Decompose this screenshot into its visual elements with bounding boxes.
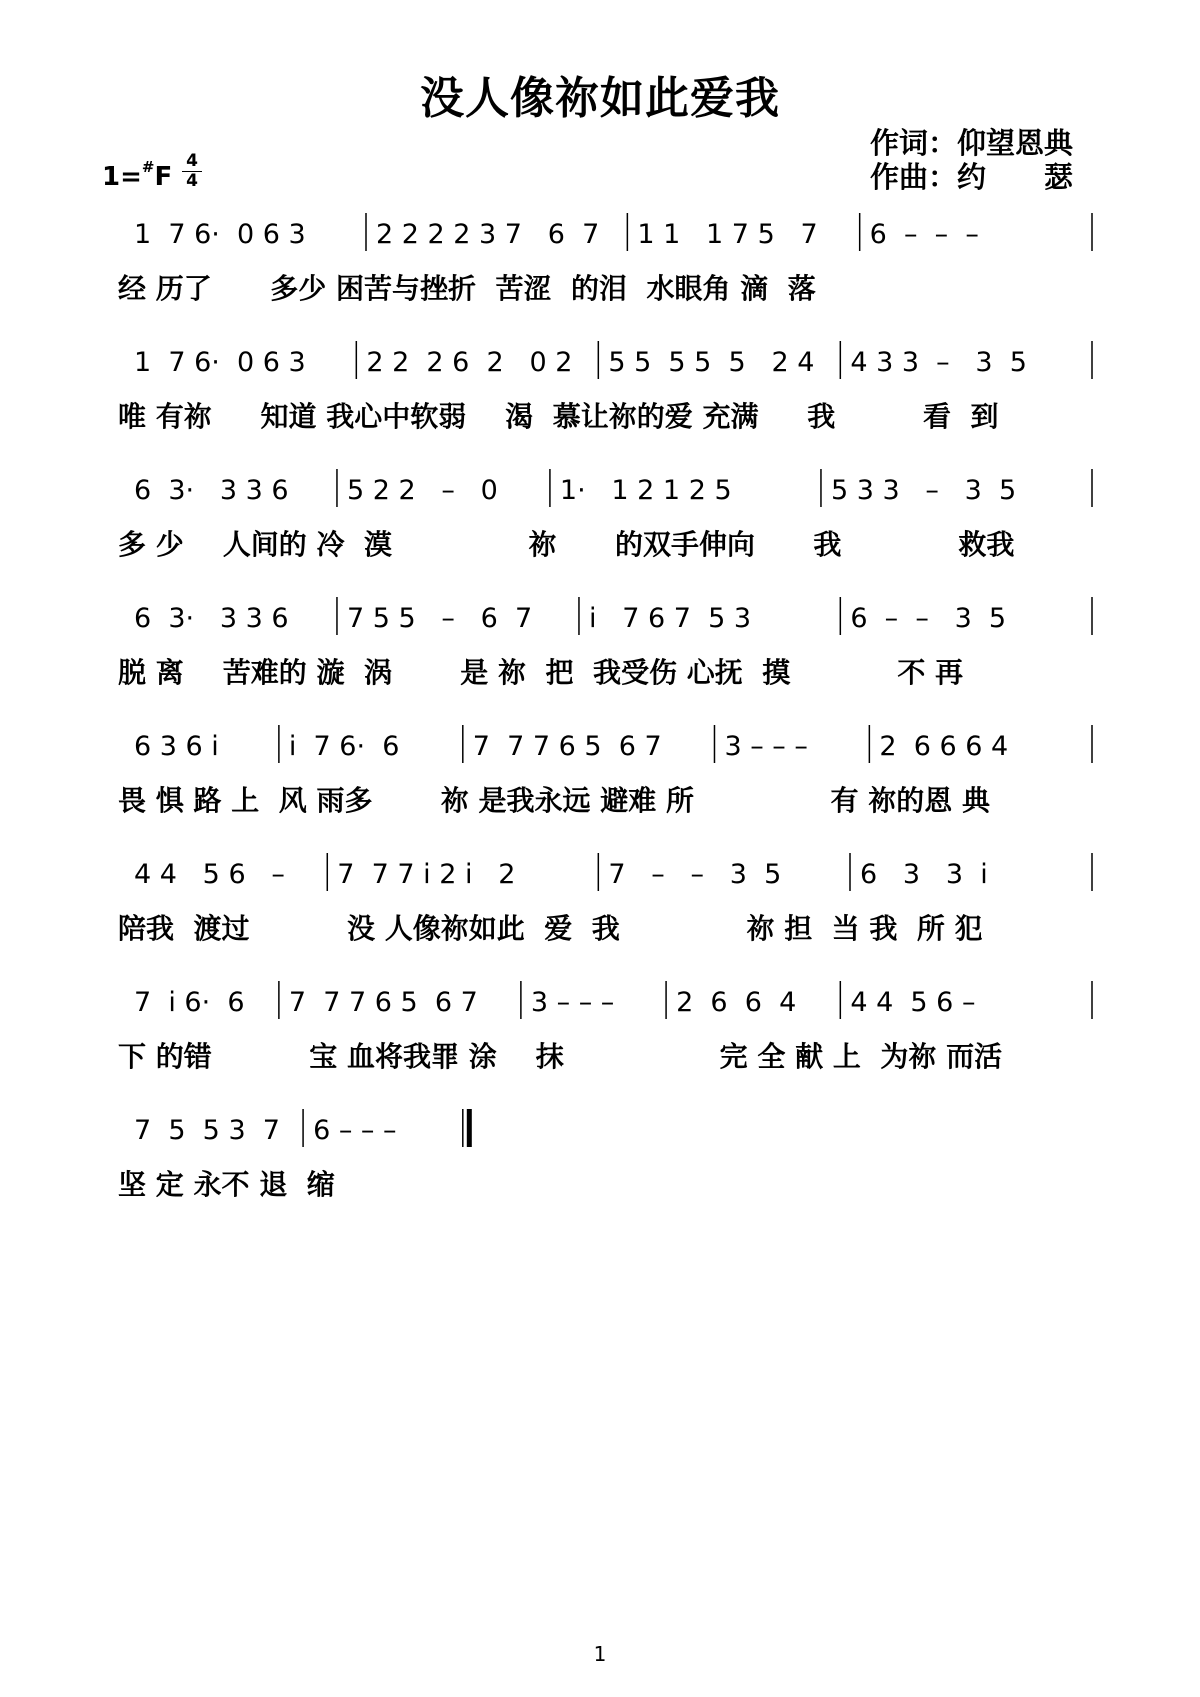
measure-notes: 2 6 6 6 4: [879, 731, 1009, 762]
lyric-line: 畏 惧 路 上 风 雨多 祢 是我永远 避难 所 有 祢的恩 典: [118, 784, 990, 817]
final-barline-thick: [467, 1109, 472, 1147]
measure-notes: 7 i 6· 6: [134, 987, 245, 1018]
measure-notes: 6 3 3 i: [860, 859, 988, 890]
key-note: F: [154, 162, 173, 192]
sharp-icon: #: [141, 158, 155, 176]
measure-notes: 6 – – 3 5: [850, 603, 1007, 634]
measure-notes: 6 – – –: [869, 219, 979, 250]
measure-notes: 6 3 6 i: [134, 731, 219, 762]
page-number: 1: [593, 1642, 607, 1666]
measure-notes: 7 7 7 6 5 6 7: [472, 731, 662, 762]
measure-notes: i 7 6 7 5 3: [588, 603, 752, 634]
measure-notes: 7 5 5 3 7: [134, 1115, 280, 1146]
measure-notes: 5 3 3 – 3 5: [830, 475, 1017, 506]
measure-notes: 4 4 5 6 –: [134, 859, 285, 890]
lyricist-credit: 作词：仰望恩典: [870, 126, 1074, 160]
composer-credit: 作曲：约 瑟: [870, 160, 1074, 194]
lyric-line: 下 的错 宝 血将我罪 涂 抹 完 全 献 上 为祢 而活: [118, 1040, 1003, 1073]
measure-notes: 6 3· 3 3 6: [134, 603, 289, 634]
lyric-line: 经 历了 多少 困苦与挫折 苦涩 的泪 水眼角 滴 落: [118, 272, 816, 305]
measure-notes: 7 7 7 6 5 6 7: [288, 987, 478, 1018]
measure-notes: 3 – – –: [724, 731, 808, 762]
measure-notes: 6 – – –: [313, 1115, 397, 1146]
lyric-line: 脱 离 苦难的 漩 涡 是 祢 把 我受伤 心抚 摸 不 再: [118, 656, 964, 689]
measure-notes: 1 7 6· 0 6 3: [134, 347, 306, 378]
measure-notes: 6 3· 3 3 6: [134, 475, 289, 506]
measure-notes: 3 – – –: [530, 987, 615, 1018]
measure-notes: 2 2 2 6 2 0 2: [366, 347, 573, 378]
lyric-line: 唯 有祢 知道 我心中软弱 渴 慕让祢的爱 充满 我 看 到: [118, 400, 999, 433]
measure-notes: 4 4 5 6 –: [850, 987, 976, 1018]
measure-notes: 7 – – 3 5: [608, 859, 782, 890]
measure-notes: 5 2 2 – 0: [346, 475, 498, 506]
measure-notes: 5 5 5 5 5 2 4: [608, 347, 815, 378]
lyric-line: 多 少 人间的 冷 漠 祢 的双手伸向 我 救我: [118, 528, 1015, 561]
song-title: 没人像祢如此爱我: [420, 73, 780, 124]
measure-notes: 4 3 3 – 3 5: [850, 347, 1027, 378]
measure-notes: 7 7 7 i 2 i 2: [337, 859, 516, 890]
measure-notes: i 7 6· 6: [288, 731, 400, 762]
measure-notes: 7 5 5 – 6 7: [346, 603, 533, 634]
measure-notes: 1· 1 2 1 2 5: [559, 475, 732, 506]
key-label: 1=: [102, 162, 142, 192]
measure-notes: 2 6 6 4: [676, 987, 797, 1018]
measure-notes: 1 7 6· 0 6 3: [134, 219, 306, 250]
lyric-line: 陪我 渡过 没 人像祢如此 爱 我 祢 担 当 我 所 犯: [118, 912, 983, 945]
measure-notes: 1 1 1 7 5 7: [637, 219, 818, 250]
measure-notes: 2 2 2 2 3 7 6 7: [376, 219, 600, 250]
meter-top: 4: [186, 151, 198, 171]
meter-bottom: 4: [186, 171, 198, 191]
lyric-line: 坚 定 永不 退 缩: [118, 1168, 335, 1201]
